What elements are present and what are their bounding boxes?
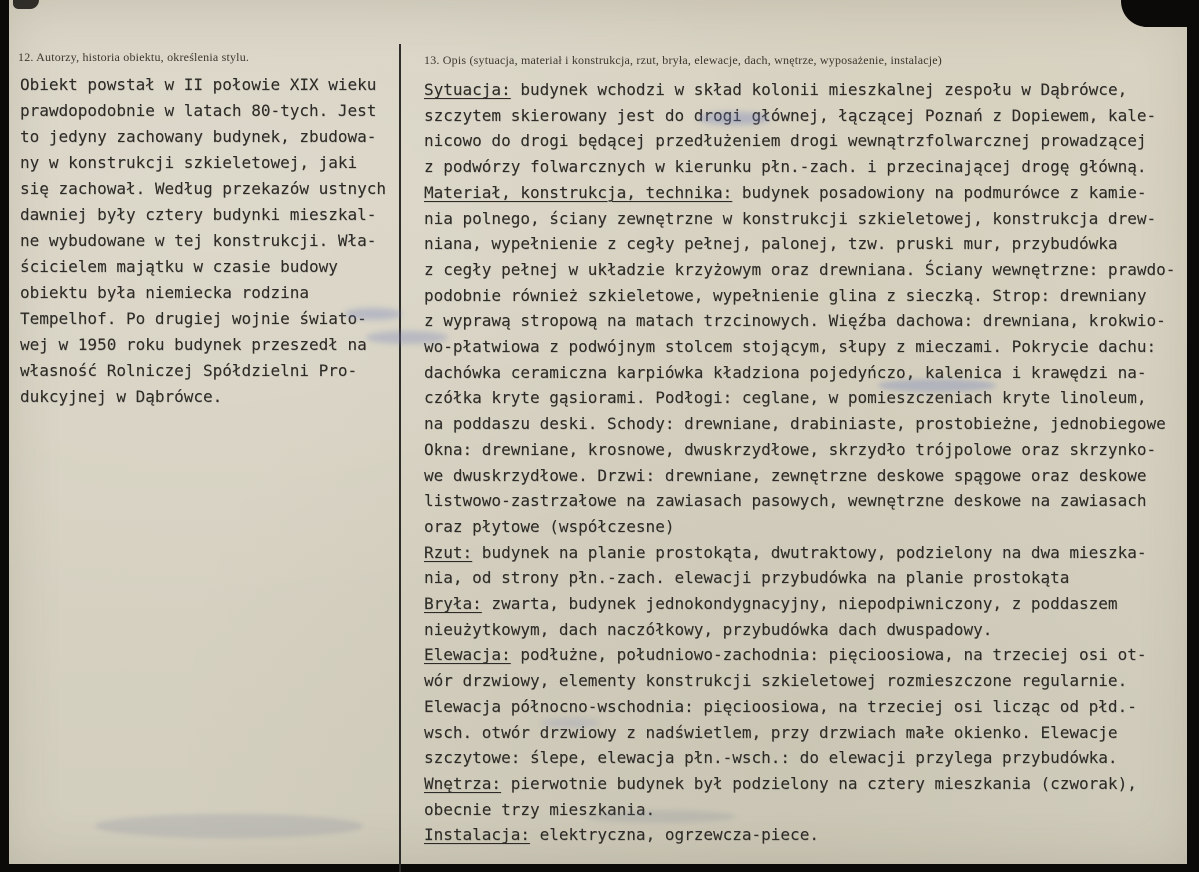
typewritten-line: wej w 1950 roku budynek przeszedł na [20,335,367,354]
scan-edge-left [0,0,9,872]
typewritten-line: obecnie trzy mieszkania. [424,799,656,819]
typewritten-line: ścicielem majątku w czasie budowy [20,257,338,276]
typewritten-line: czółka kryte gąsiorami. Podłogi: ceglane, w pomieszczeniach kryte linoleum, [424,388,1147,408]
typewritten-line: z cegły pełnej w układzie krzyżowym oraz drewniana. Ściany wewnętrzne: prawdo- [424,259,1176,279]
underlined-keyword: Instalacja: [424,825,530,845]
typewritten-line: Instalacja: elektryczna, ogrzewcza-piece. [424,825,819,845]
underlined-keyword: Wnętrza: [424,773,502,793]
typewritten-line: Bryła: zwarta, budynek jednokondygnacyjny, niepodpiwniczony, z poddaszem [424,594,1118,614]
typewritten-line: listwowo-zastrzałowe na zawiasach pasowych, wewnętrzne deskowe na zawiasach [424,491,1147,511]
section-13-header: 13. Opis (sytuacja, materiał i konstrukcja, rzut, bryła, elewacje, dach, wnętrze, wyposażenie, instalacje) [424,53,942,67]
typewritten-line: Elewacja: podłużne, południowo-zachodnia: pięcioosiowa, na trzeciej osi ot- [424,645,1147,665]
typewritten-line: podobnie również szkieletowe, wypełnienie glina z sieczką. Strop: drewniany [424,285,1147,305]
underlined-keyword: Elewacja: [424,645,511,665]
column-divider [399,44,401,872]
scan-speck-top-left [13,0,39,9]
typewritten-line: szczytowe: ślepe, elewacja płn.-wsch.: do elewacji przylega przybudówka. [424,748,1118,768]
scan-edge-bottom [0,864,1199,872]
typewritten-line: wsch. otwór drzwiowy z nadświetlem, przy drzwiach małe okienko. Elewacje [424,722,1118,742]
typewritten-line: dukcyjnej w Dąbrówce. [20,387,223,406]
section-12-header: 12. Autorzy, historia obiektu, określenia stylu. [18,50,250,64]
scan-corner-top-right [1121,0,1199,27]
underlined-keyword: Bryła: [424,594,482,614]
typewritten-line: Tempelhof. Po drugiej wojnie świato- [20,309,367,328]
section-12-body [20,72,398,410]
typewritten-line: nieużytkowym, dach naczółkowy, przybudówka dach dwuspadowy. [424,619,993,639]
typewritten-line: we dwuskrzydłowe. Drzwi: drewniane, zewnętrzne deskowe spągowe oraz deskowe [424,465,1147,485]
underlined-keyword: Sytuacja: [424,80,511,99]
underlined-keyword: Materiał, konstrukcja, technika: [424,182,733,202]
typewritten-line: prawdopodobnie w latach 80-tych. Jest [20,101,377,120]
typewritten-line: się zachował. Według przekazów ustnych [20,179,387,198]
typewritten-line: Materiał, konstrukcja, technika: budynek posadowiony na podmurówce z kamie- [424,182,1147,202]
typewritten-line: nia, od strony płn.-zach. elewacji przybudówka na planie prostokąta [424,568,1070,588]
typewritten-line: ny w konstrukcji szkieletowej, jaki [20,153,358,172]
typewritten-line: z podwórzy folwarcznych w kierunku płn.-zach. i przecinającej drogę główną. [424,157,1147,177]
typewritten-line: Sytuacja: budynek wchodzi w skład kolonii mieszkalnej zespołu w Dąbrówce, [424,80,1128,99]
typewritten-line: obiektu była niemiecka rodzina [20,283,309,302]
typewritten-line: Rzut: budynek na planie prostokąta, dwutraktowy, podzielony na dwa mieszka- [424,542,1147,562]
typewritten-line: dachówka ceramiczna karpiówka kładziona pojedyńczo, kalenica i krawędzi na- [424,362,1147,382]
typewritten-line: wo-płatwiowa z podwójnym stolcem stojącym, słupy z mieczami. Pokrycie dachu: [424,337,1157,357]
typewritten-line: nicowo do drogi będącej przedłużeniem drogi wewnątrzfolwarcznej prowadzącej [424,131,1147,151]
typewritten-line: Wnętrza: pierwotnie budynek był podzielony na cztery mieszkania (czworak), [424,773,1137,793]
typewritten-line: szczytem skierowany jest do drogi głównej, łączącej Poznań z Dopiewem, kale- [424,105,1157,125]
typewritten-line: niana, wypełnienie z cegły pełnej, palonej, tzw. pruski mur, przybudówka [424,234,1118,254]
typewritten-line: z wyprawą stropową na matach trzcinowych. Więźba dachowa: drewniana, krokwio- [424,311,1166,331]
typewritten-line: wór drzwiowy, elementy konstrukcji szkieletowej rozmieszczone regularnie. [424,671,1128,691]
pencil-annotation-smudge [95,814,363,838]
typewritten-line: oraz płytowe (współczesne) [424,516,675,536]
typewritten-line: na poddaszu deski. Schody: drewniane, drabiniaste, prostobieżne, jednobiegowe [424,414,1166,434]
typewritten-line: nia polnego, ściany zewnętrzne w konstrukcji szkieletowej, konstrukcja drew- [424,208,1157,228]
typewritten-line: Elewacja północno-wschodnia: pięcioosiowa, na trzeciej osi licząc od płd.- [424,696,1137,716]
typewritten-line: własność Rolniczej Spółdzielni Pro- [20,361,358,380]
section-13-body [424,77,1196,848]
typewritten-line: to jedyny zachowany budynek, zbudowa- [20,127,377,146]
typewritten-line: Okna: drewniane, krosnowe, dwuskrzydłowe, skrzydło trójpolowe oraz skrzynko- [424,439,1157,459]
typewritten-line: Obiekt powstał w II połowie XIX wieku [20,75,377,94]
typewritten-line: ne wybudowane w tej konstrukcji. Wła- [20,231,377,250]
underlined-keyword: Rzut: [424,542,473,562]
typewritten-line: dawniej były cztery budynki mieszkal- [20,205,377,224]
